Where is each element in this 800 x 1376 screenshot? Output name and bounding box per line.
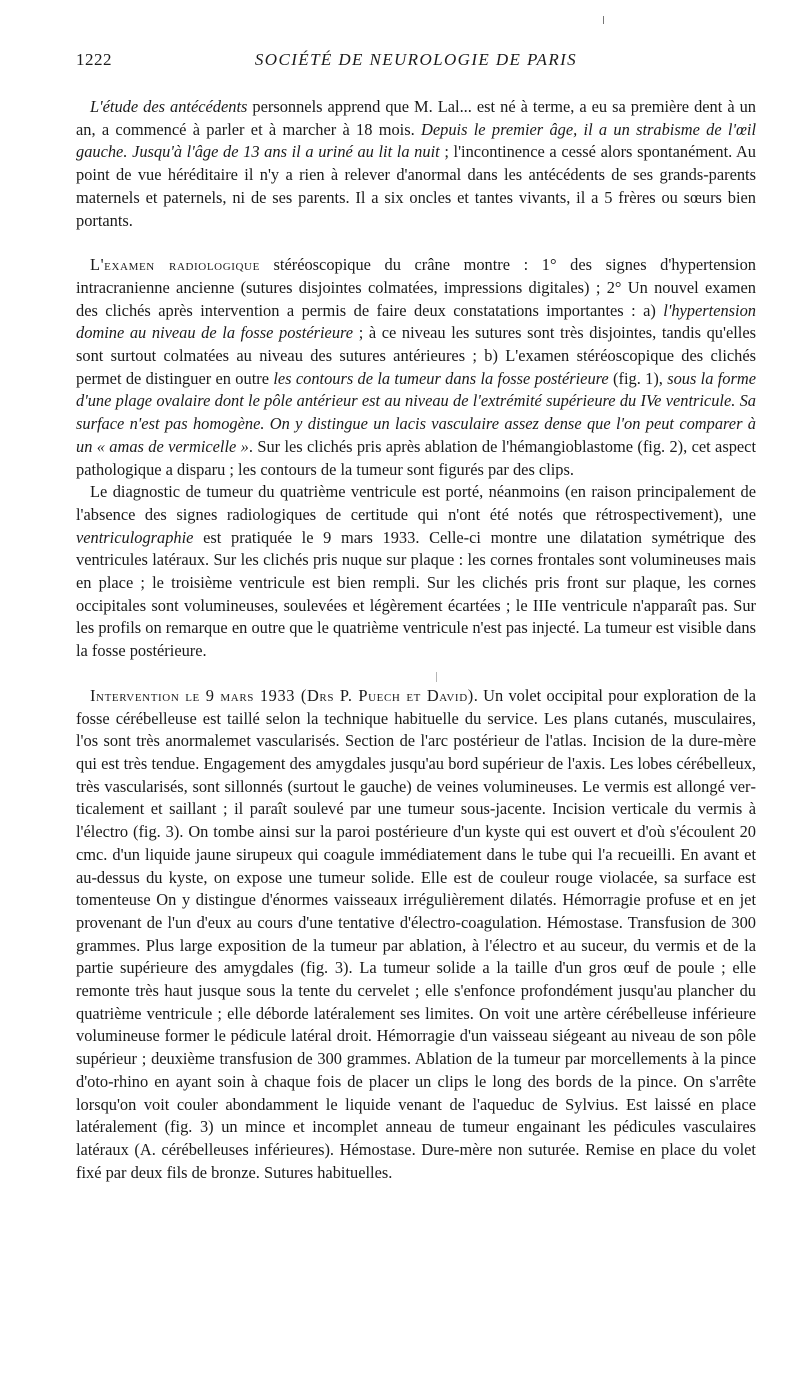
paragraph-radiological-exam xyxy=(76,254,756,481)
paragraph-text: stéréoscopique du crâne montre : 1° des signes d'hypertension intracranienne ancienne (sutures disjointes colmatées, impressions digitales) ; 2° Un nouvel examen des clichés après intervention a permis de faire deux constatations importantes : a) xyxy=(76,255,756,320)
journal-title: SOCIÉTÉ DE NEUROLOGIE DE PARIS xyxy=(254,50,578,69)
paragraph-emphasis: sous la forme d'une plage ovalaire dont le pôle antérieur est au niveau de l'extrémité supérieure du IVe ventricule. Sa surface n'est pas homogène. On y distingue un lacis vasculaire assez dense que l'on peut comparer à un « amas de vermicelle » xyxy=(76,368,756,456)
page-number: 1222 xyxy=(76,50,112,69)
paragraph-text: . Sur les clichés pris après ablation de l'hémangioblastome (fig. 2), cet aspect pathologique a disparu ; les contours de la tumeur sont figurés par des clips. xyxy=(76,436,756,479)
paragraph-antecedents xyxy=(76,96,756,232)
paragraph-text: Le diagnostic de tumeur du quatrième ventricule est porté, néanmoins (en raison principalement de l'absence des signes radiologiques de certitude qui n'ont été notés que rétrospectivement), une xyxy=(76,482,756,524)
paragraph-text: est pratiquée le 9 mars 1933. Celle-ci montre une dilatation symétrique des ventricules latéraux. Sur les clichés pris nuque sur plaque : les cornes frontales sont volumineuses mais en place ; le troisième ventricule est bien rempli. Sur les clichés pris front sur plaque, les cornes occipitales sont volumineuses, soulevées et légèrement écartées ; le IIIe ventricule n'apparaît pas. Sur les profils on remarque en outre que le quatrième ventricule n'est pas injecté. La tumeur est visible dans la fosse postérieure. xyxy=(76,527,756,661)
paragraph-text: personnels apprend que M. Lal... est né à terme, a eu sa première dent à un an, a commencé à parler et à marcher à 18 mois. xyxy=(76,97,757,139)
running-head xyxy=(76,50,756,74)
paragraph-text: ; l'incontinence a cessé alors spontanément. Au point de vue héréditaire il n'y a rien à relever d'anormal dans les antécédents de ses grands-parents maternels et paternels, ni de ses parents. Il a six oncles et tantes vivants, il a 5 frères ou sœurs bien portants. xyxy=(76,142,756,230)
paragraph-text: . Un volet occipital pour exploration de la fosse cérébelleuse est taillé selon la technique habituelle du service. Les plans cutanés, musculaires, l'os sont très anormalemet vascularisés. Section de l'arc postérieur de l'atlas. Incision de la dure-mère qui est très tendue. Engagement des amygdales jusqu'au bord supérieur de l'axis. Les lobes cérébelleux, très vascularisés, sont sillonnés (surtout le gauche) de veines volumineuses. Le vermis est allongé verticalement et saillant ; il paraît soulevé par une tumeur sous-jacente. Incision verticale du vermis à l'électro (fig. 3). On tombe ainsi sur la paroi postérieure d'un kyste qui est ouvert et d'où s'écoulent 20 cmc. d'un liquide jaune sirupeux qui coagule immédiatement dans le tube qui l'a recueilli. En avant et au-dessus du kyste, on expose une tumeur solide. Elle est de couleur rouge violacée, sa surface est tomenteuse On y distingue d'énormes vaisseaux irrégulièrement dilatés. Hémorragie profuse et en jet provenant de l'un d'eux au cours d'une tentative d'électro-coagulation. Hémostase. Transfusion de 300 grammes. Plus large exposition de la tumeur par ablation, à l'électro et au suceur, du vermis et de la partie supérieure des amygdales (fig. 3). La tumeur solide a la taille d'un gros œuf de poule ; elle remonte très haut jusque sous la tente du cervelet ; elle s'enfonce profondément jusqu'au plancher du quatrième ventricule ; elle déborde latéralement ses limites. On voit une artère cérébelleuse inférieure volumineuse former le pédicule latéral droit. Hémorragie d'un vaisseau siégeant au niveau de son pôle supérieur ; deuxième transfusion de 300 grammes. Ablation de la tumeur par morcellements à la pince d'oto-rhino en ayant soin à chaque fois de placer un clips le long des bords de la pince. On s'arrête lorsqu'on voit couler abondamment le liquide venant de l'aqueduc de Sylvius. Est laissé en place latéralement (fig. 3) un mince et incomplet anneau de tumeur engainant les pédicules vasculaires latéraux (A. cérébelleuses inférieures). Hémostase. Dure-mère non suturée. Remise en place du volet fixé par deux fils de bronze. Sutures habituelles. xyxy=(76,685,756,1182)
paragraph-emphasis: l'hypertension domine au niveau de la fosse postérieure xyxy=(76,300,756,343)
article-body xyxy=(76,96,756,1184)
page-mark xyxy=(436,672,437,682)
paragraph-diagnosis xyxy=(76,481,756,663)
paragraph-text: ; à ce niveau les sutures sont très disjointes, tandis qu'elles sont surtout colmatées au niveau des sutures antérieures ; b) L'examen stéréoscopique des clichés permet de distinguer en outre xyxy=(76,323,756,388)
section-heading: Intervention le 9 mars 1933 (Drs P. Puech et David) xyxy=(90,685,474,705)
paragraph-text: (fig. 1), xyxy=(608,368,668,388)
paragraph-lead: L'étude des antécédents xyxy=(90,97,248,116)
paragraph-emphasis: les contours de la tumeur dans la fosse postérieure xyxy=(273,368,609,388)
section-heading: L'examen radiologique xyxy=(90,255,260,275)
paragraph-intervention xyxy=(76,685,756,1184)
paragraph-emphasis: ventriculographie xyxy=(76,527,194,547)
paragraph-emphasis: Depuis le premier âge, il a un strabisme de l'œil gauche. Jusqu'à l'âge de 13 ans il a uriné au lit la nuit xyxy=(76,119,757,162)
page-mark xyxy=(603,16,604,24)
